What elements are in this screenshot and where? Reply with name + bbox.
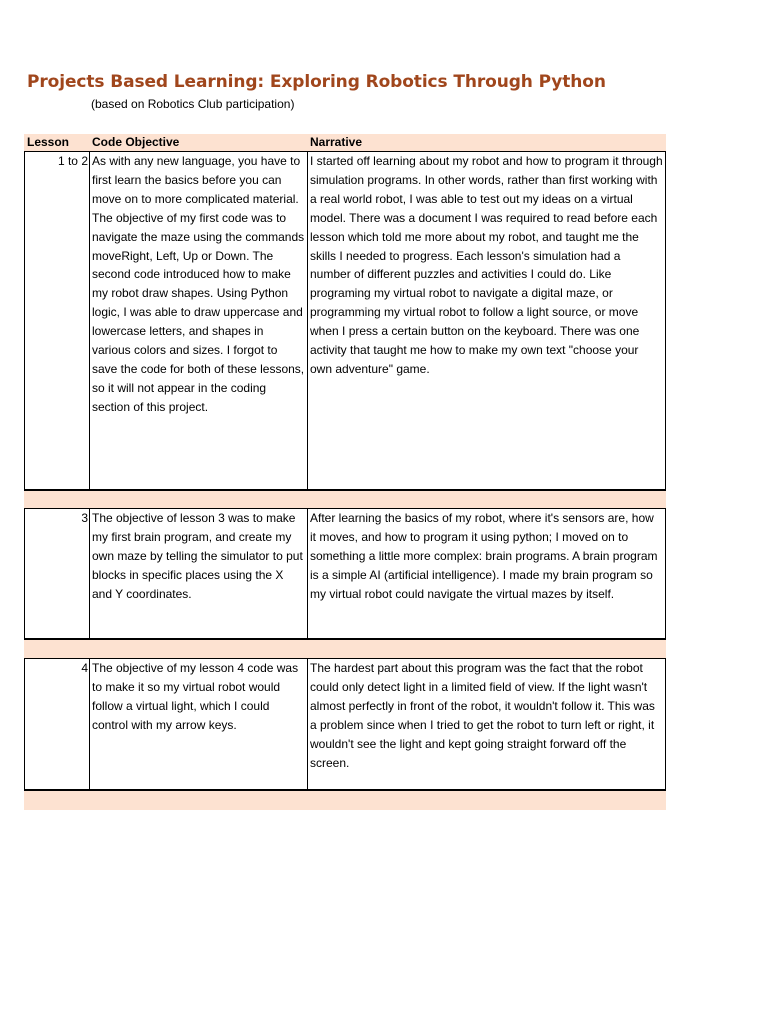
header-lesson: Lesson xyxy=(27,135,70,149)
table-row xyxy=(24,151,666,491)
lesson-cell: 4 xyxy=(25,659,90,789)
code-objective-cell: The objective of my lesson 4 code was to make it so my virtual robot would follow a virtual light, which I could control with my arrow keys. xyxy=(90,659,308,789)
narrative-cell: I started off learning about my robot and how to program it through simulation programs. In other words, rather than first working with a real world robot, I was able to test out my ideas on a virtual model. There was a document I was required to read before each lesson which told me more about my robot, and taught me the skills I needed to progress. Each lesson's simulation had a number of different puzzles and activities I could do. Like programing my virtual robot to navigate a digital maze, or programming my virtual robot to follow a light source, or move when I press a certain button on the keyboard. There was one activity that taught me how to make my own text "choose your own adventure" game. xyxy=(310,154,663,376)
code-objective-cell: As with any new language, you have to first learn the basics before you can move on to more complicated material. The objective of my first code was to navigate the maze using the commands moveRight, Left, Up or Down. The second code introduced how to make my robot draw shapes. Using Python logic, I was able to draw uppercase and lowercase letters, and shapes in various colors and sizes. I forgot to save the code for both of these lessons, so it will not appear in the coding section of this project. xyxy=(90,152,308,489)
row-separator-band xyxy=(24,791,666,810)
row-separator-band xyxy=(24,491,666,508)
document-title: Projects Based Learning: Exploring Robotics Through Python xyxy=(27,72,606,92)
lesson-cell: 3 xyxy=(25,509,90,638)
table-row xyxy=(24,508,666,640)
document-subtitle: (based on Robotics Club participation) xyxy=(91,97,295,111)
lesson-cell: 1 to 2 xyxy=(25,152,90,489)
row-separator-band xyxy=(24,640,666,658)
header-code-objective: Code Objective xyxy=(92,135,180,149)
table-row xyxy=(24,658,666,791)
code-objective-cell: The objective of lesson 3 was to make my first brain program, and create my own maze by telling the simulator to put blocks in specific places using the X and Y coordinates. xyxy=(90,509,308,638)
narrative-cell: The hardest part about this program was the fact that the robot could only detect light in a limited field of view. If the light wasn't almost perfectly in front of the robot, it wouldn't follow it. This was a problem since when I tried to get the robot to turn left or right, it wouldn't see the light and kept going straight forward off the screen. xyxy=(310,661,655,770)
narrative-cell: After learning the basics of my robot, where it's sensors are, how it moves, and how to program it using python; I moved on to something a little more complex: brain programs. A brain program is a simple AI (artificial intelligence). I made my brain program so my virtual robot could navigate the virtual mazes by itself. xyxy=(310,511,658,601)
header-narrative: Narrative xyxy=(310,135,363,149)
